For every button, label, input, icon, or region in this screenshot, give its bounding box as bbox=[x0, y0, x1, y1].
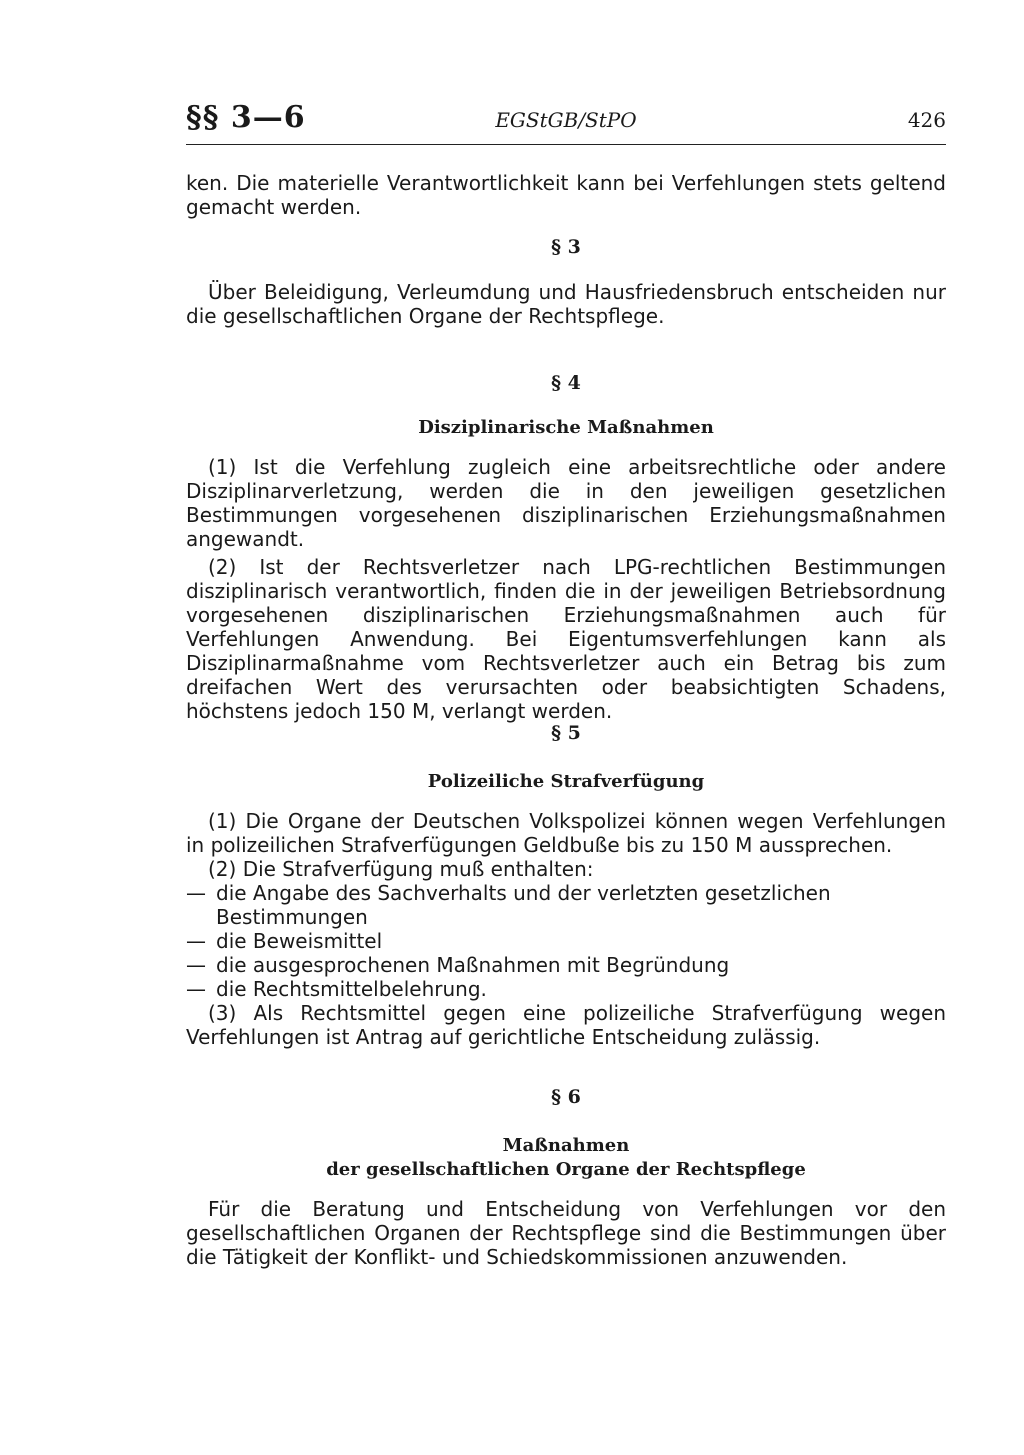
section-5-paragraph-3: (3) Als Rechtsmittel gegen eine polizeiliche Strafverfügung wegen Verfehlungen ist Antrag auf gerichtliche Entscheidung zulässig. bbox=[186, 1001, 946, 1049]
intro-block bbox=[186, 171, 946, 219]
section-6-title-line-1: Maßnahmen bbox=[502, 1135, 630, 1156]
section-6-paragraph: Für die Beratung und Entscheidung von Verfehlungen vor den gesellschaftlichen Organen der Rechtspflege sind die Bestimmungen über die Tätigkeit der Konflikt- und Schiedskommissionen anzuwenden. bbox=[186, 1197, 946, 1269]
intro-paragraph: ken. Die materielle Verantwortlichkeit kann bei Verfehlungen stets geltend gemacht werden. bbox=[186, 171, 946, 219]
section-6-title bbox=[186, 1134, 946, 1182]
section-6-body bbox=[186, 1197, 946, 1269]
list-item: — die Rechtsmittelbelehrung. bbox=[186, 977, 946, 1001]
section-3-number: § 3 bbox=[551, 236, 581, 258]
section-5-number: § 5 bbox=[551, 722, 581, 744]
list-item: — die ausgesprochenen Maßnahmen mit Begründung bbox=[186, 953, 946, 977]
section-5-paragraph-2: (2) Die Strafverfügung muß enthalten: bbox=[208, 857, 594, 881]
section-3-body bbox=[186, 280, 946, 328]
running-title: EGStGB/StPO bbox=[495, 108, 637, 132]
list-item: — die Angabe des Sachverhalts und der verletzten gesetzlichen Bestimmungen bbox=[186, 881, 946, 929]
section-4-title: Disziplinarische Maßnahmen bbox=[418, 417, 714, 438]
section-4-body bbox=[186, 455, 946, 723]
section-range: §§ 3—6 bbox=[186, 100, 306, 135]
section-4-number: § 4 bbox=[551, 372, 581, 394]
page-number: 426 bbox=[907, 108, 946, 132]
section-6-number: § 6 bbox=[551, 1086, 581, 1108]
section-5-body bbox=[186, 809, 946, 1049]
running-head bbox=[186, 100, 946, 145]
section-5-title: Polizeiliche Strafverfügung bbox=[427, 771, 705, 792]
section-3-paragraph: Über Beleidigung, Verleumdung und Hausfriedensbruch entscheiden nur die gesellschaftlichen Organe der Rechtspflege. bbox=[186, 280, 946, 328]
section-4-paragraph-2: (2) Ist der Rechtsverletzer nach LPG-rechtlichen Bestimmungen disziplinarisch verantwortlich, finden die in der jeweiligen Betriebsordnung vorgesehenen disziplinarischen Erziehungsmaßnahmen auch für Verfehlungen Anwendung. Bei Eigentumsverfehlungen kann als Disziplinarmaßnahme vom Rechtsverletzer auch ein Betrag bis zum dreifachen Wert des verursachten oder beabsichtigten Schadens, höchstens jedoch 150 M, verlangt werden. bbox=[186, 555, 946, 723]
section-5-list bbox=[186, 881, 946, 1001]
section-5-paragraph-1: (1) Die Organe der Deutschen Volkspolizei können wegen Verfehlungen in polizeilichen Strafverfügungen Geldbuße bis zu 150 M aussprechen. bbox=[186, 809, 946, 857]
section-6-title-line-2: der gesellschaftlichen Organe der Rechtspflege bbox=[326, 1159, 806, 1180]
section-4-paragraph-1: (1) Ist die Verfehlung zugleich eine arbeitsrechtliche oder andere Disziplinarverletzung, werden die in den jeweiligen gesetzlichen Bestimmungen vorgesehenen disziplinarischen Erziehungsmaßnahmen angewandt. bbox=[186, 455, 946, 551]
list-item: — die Beweismittel bbox=[186, 929, 946, 953]
